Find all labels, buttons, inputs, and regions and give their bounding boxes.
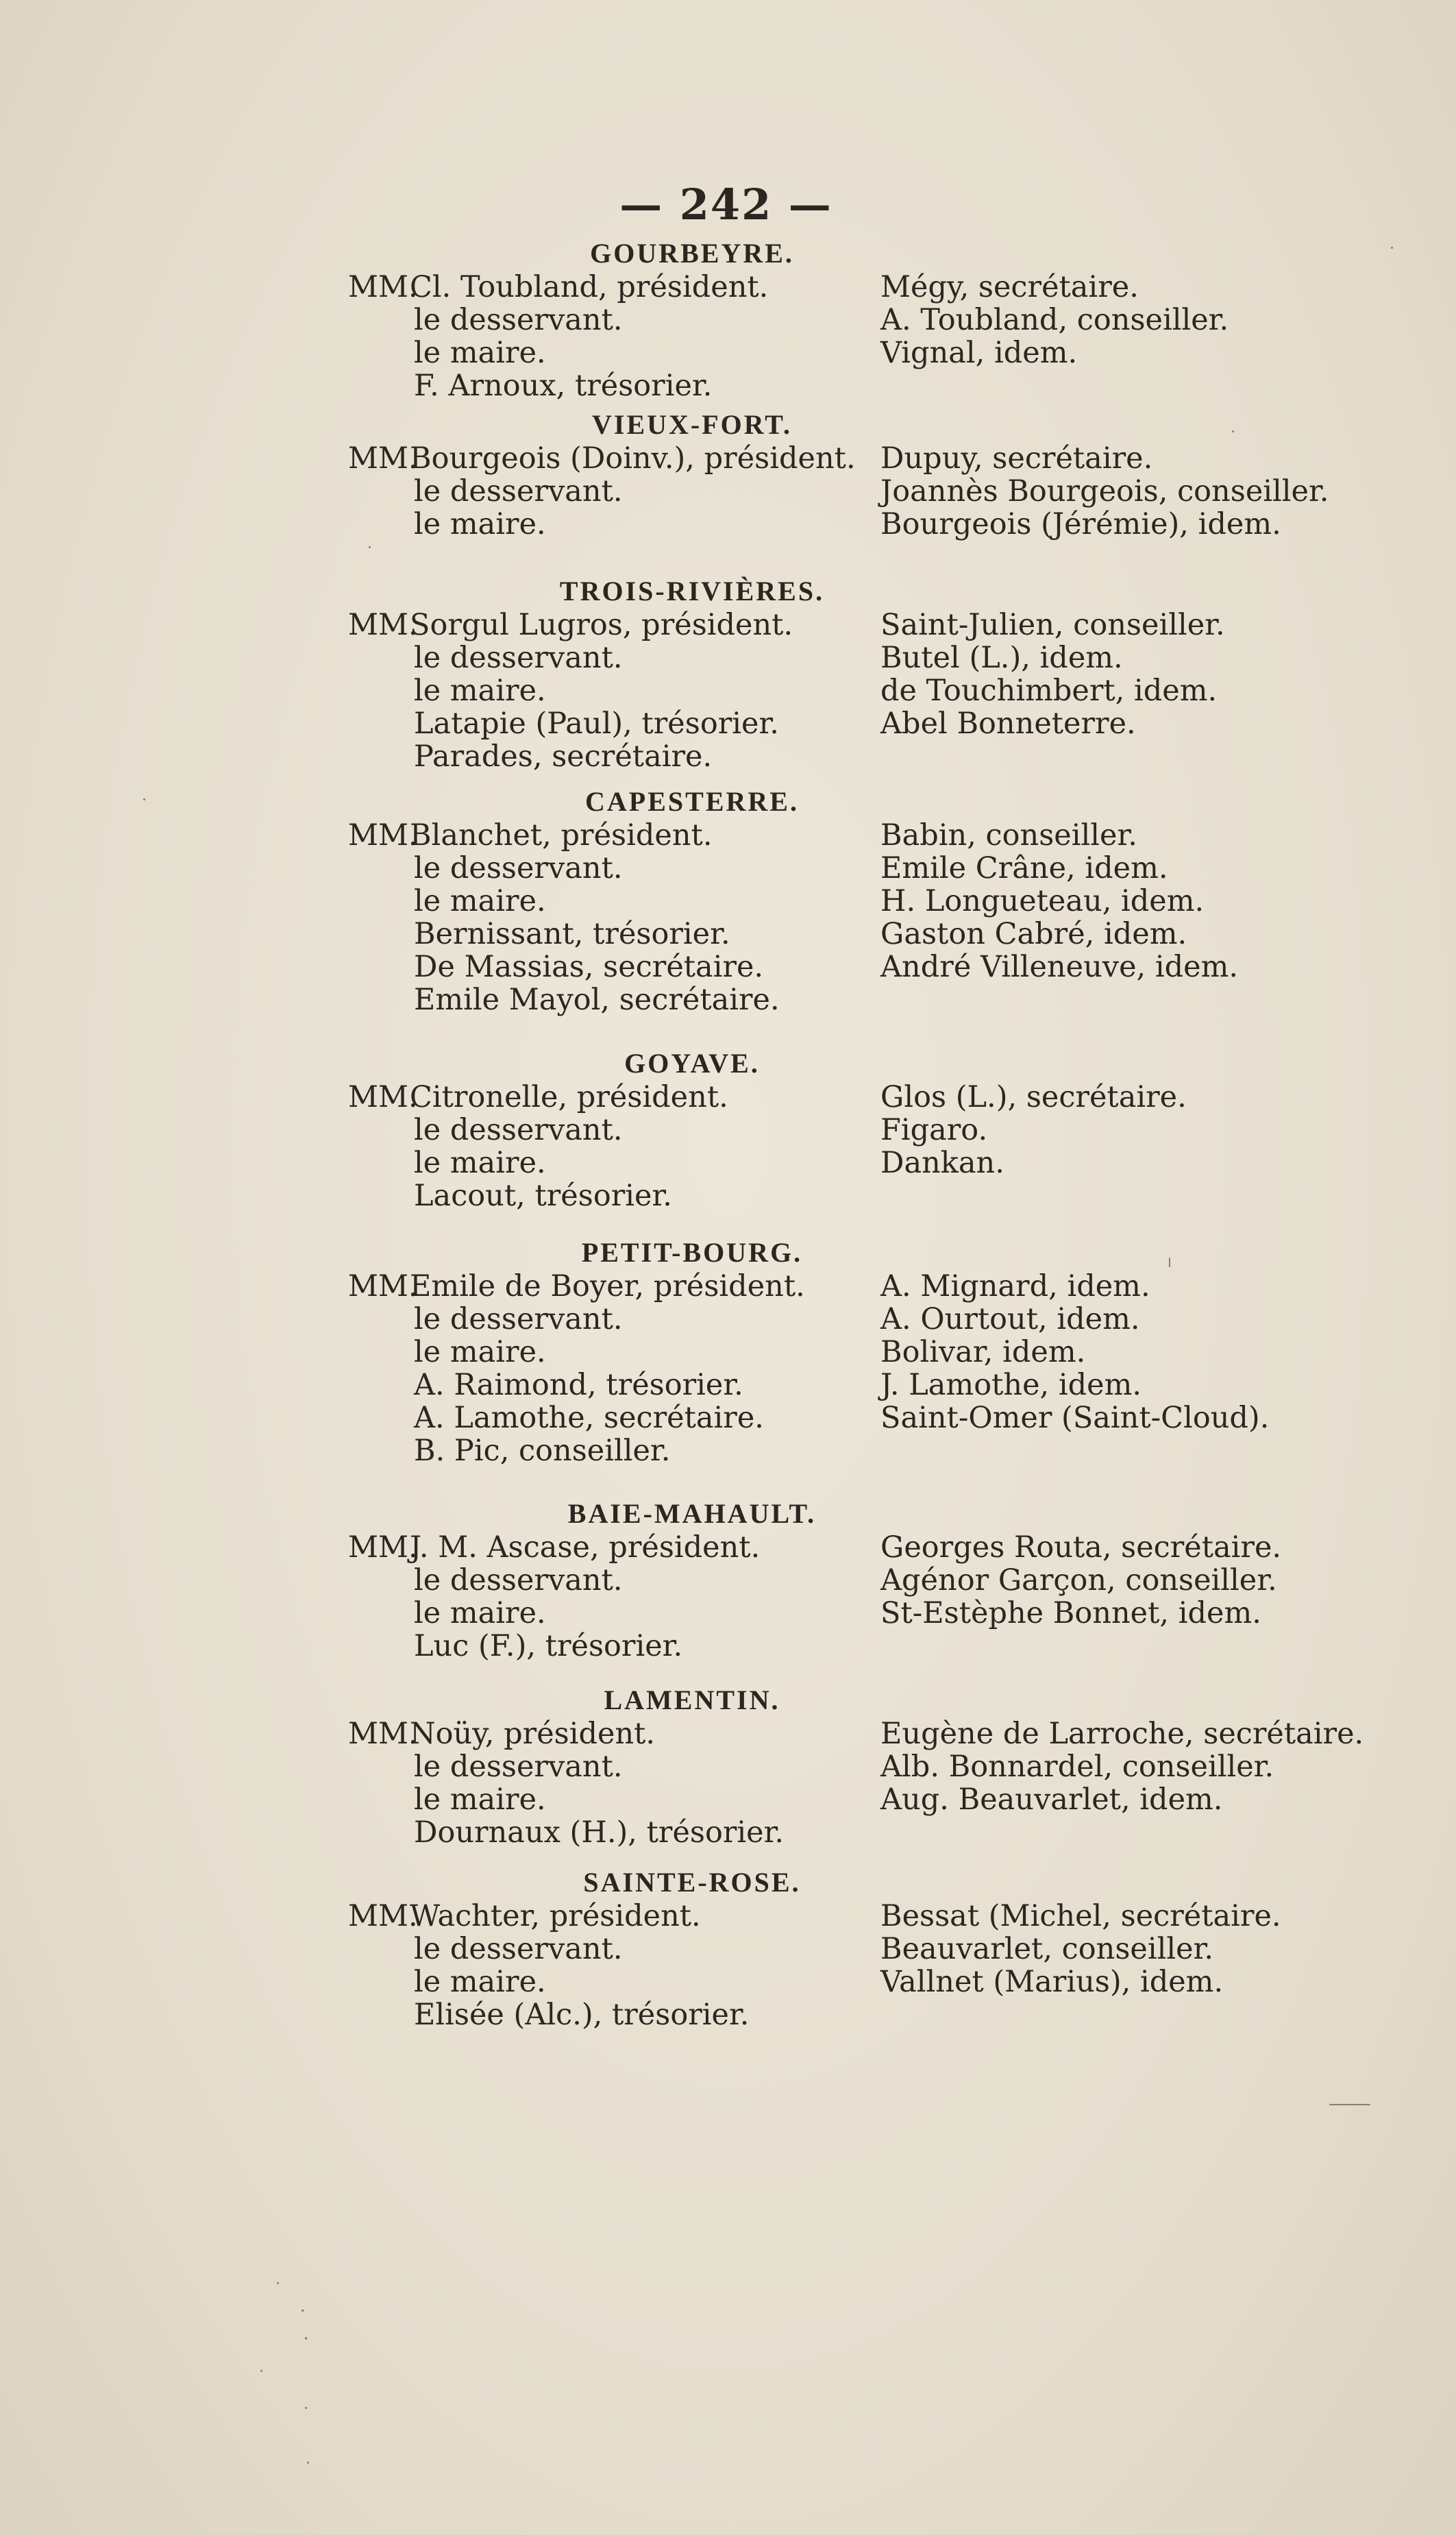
- commune-title: CAPESTERRE.: [585, 786, 799, 817]
- member-line: [348, 508, 869, 541]
- member-text: le maire.: [414, 336, 546, 370]
- member-line: [348, 641, 869, 674]
- member-line: [348, 304, 869, 336]
- honorific-prefix: MM.: [348, 1080, 418, 1114]
- left-column: [348, 609, 869, 773]
- member-line: Saint-Julien, conseiller.: [880, 608, 1225, 642]
- member-line: Alb. Bonnardel, conseiller.: [880, 1750, 1274, 1784]
- member-text: le desservant.: [414, 1563, 623, 1597]
- member-line: Vallnet (Marius), idem.: [880, 1965, 1224, 1999]
- honorific-prefix: MM.: [348, 1899, 418, 1933]
- right-column: [880, 1531, 1374, 1630]
- left-column: [348, 1531, 869, 1663]
- member-text: le desservant.: [414, 303, 623, 337]
- commune-title: GOYAVE.: [624, 1048, 760, 1079]
- member-text: Parades, secrétaire.: [414, 739, 713, 774]
- member-line: André Villeneuve, idem.: [880, 950, 1239, 984]
- right-column: [880, 271, 1374, 369]
- member-line: [348, 1783, 869, 1816]
- member-line: [348, 1114, 869, 1147]
- member-text: Elisée (Alc.), trésorier.: [414, 1998, 750, 2032]
- member-line: Vignal, idem.: [880, 336, 1078, 370]
- member-line: Aug. Beauvarlet, idem.: [880, 1783, 1223, 1817]
- member-text: le desservant.: [414, 1750, 623, 1784]
- member-text: Sorgul Lugros, président.: [410, 608, 793, 642]
- member-line: [348, 1717, 869, 1750]
- member-text: A. Lamothe, secrétaire.: [414, 1401, 764, 1435]
- member-line: Mégy, secrétaire.: [880, 270, 1139, 304]
- member-line: J. Lamothe, idem.: [880, 1368, 1142, 1402]
- member-text: le maire.: [414, 674, 546, 708]
- member-line: Glos (L.), secrétaire.: [880, 1080, 1187, 1114]
- member-text: Noüy, président.: [410, 1717, 656, 1751]
- member-text: le desservant.: [414, 641, 623, 675]
- member-line: Agénor Garçon, conseiller.: [880, 1563, 1277, 1597]
- member-line: St-Estèphe Bonnet, idem.: [880, 1596, 1261, 1630]
- member-line: Saint-Omer (Saint-Cloud).: [880, 1401, 1270, 1435]
- member-line: [348, 1933, 869, 1965]
- member-line: Emile Crâne, idem.: [880, 851, 1168, 885]
- commune-section: [348, 1046, 1187, 1213]
- member-text: le maire.: [414, 507, 546, 541]
- member-line: Eugène de Larroche, secrétaire.: [880, 1717, 1364, 1751]
- commune-title: VIEUX-FORT.: [592, 409, 792, 440]
- member-line: Abel Bonneterre.: [880, 707, 1136, 741]
- member-line: Joannès Bourgeois, conseiller.: [880, 474, 1329, 509]
- member-line: [348, 951, 869, 983]
- left-column: [348, 1081, 869, 1212]
- honorific-prefix: MM.: [348, 270, 418, 304]
- honorific-prefix: MM.: [348, 608, 418, 642]
- member-text: le desservant.: [414, 1113, 623, 1147]
- member-line: [348, 336, 869, 369]
- commune-title: PETIT-BOURG.: [581, 1237, 803, 1268]
- page-number: — 242 —: [619, 180, 832, 230]
- member-line: [348, 609, 869, 641]
- member-text: Emile de Boyer, président.: [410, 1269, 805, 1303]
- right-column: [880, 442, 1374, 541]
- commune-section: [348, 785, 1239, 1017]
- member-text: Bernissant, trésorier.: [414, 917, 730, 951]
- member-line: Gaston Cabré, idem.: [880, 917, 1187, 951]
- member-line: [348, 983, 869, 1016]
- member-line: [348, 674, 869, 707]
- commune-section: [348, 574, 1225, 774]
- member-line: [348, 1369, 869, 1401]
- member-line: H. Longueteau, idem.: [880, 884, 1205, 918]
- left-column: [348, 1717, 869, 1849]
- honorific-prefix: MM.: [348, 1269, 418, 1303]
- member-text: le desservant.: [414, 851, 623, 885]
- commune-title: TROIS-RIVIÈRES.: [559, 576, 825, 607]
- right-column: [880, 1717, 1374, 1816]
- member-line: [348, 1434, 869, 1467]
- honorific-prefix: MM.: [348, 441, 418, 476]
- left-column: [348, 442, 869, 541]
- member-line: [348, 1336, 869, 1369]
- left-column: [348, 1900, 869, 2031]
- member-text: A. Raimond, trésorier.: [414, 1368, 743, 1402]
- member-text: B. Pic, conseiller.: [414, 1434, 671, 1468]
- right-column: [880, 609, 1374, 740]
- commune-section: [348, 1236, 1270, 1468]
- commune-section: [348, 408, 1329, 541]
- member-text: Blanchet, président.: [410, 818, 713, 853]
- commune-section: [348, 236, 1229, 403]
- member-text: Lacout, trésorier.: [414, 1179, 672, 1213]
- member-line: Butel (L.), idem.: [880, 641, 1123, 675]
- member-line: [348, 707, 869, 740]
- member-text: Emile Mayol, secrétaire.: [414, 983, 780, 1017]
- member-line: [348, 1564, 869, 1597]
- right-column: [880, 819, 1374, 983]
- member-text: Luc (F.), trésorier.: [414, 1629, 683, 1663]
- member-line: Bessat (Michel, secrétaire.: [880, 1899, 1281, 1933]
- commune-section: [348, 1865, 1281, 2032]
- member-text: le maire.: [414, 1335, 546, 1369]
- member-line: [348, 271, 869, 304]
- member-text: Dournaux (H.), trésorier.: [414, 1815, 785, 1850]
- member-line: A. Mignard, idem.: [880, 1269, 1150, 1303]
- member-text: le desservant.: [414, 1932, 623, 1966]
- commune-title: SAINTE-ROSE.: [583, 1867, 801, 1898]
- honorific-prefix: MM.: [348, 1530, 418, 1565]
- member-text: Latapie (Paul), trésorier.: [414, 707, 779, 741]
- commune-section: [348, 1683, 1364, 1850]
- member-line: Dupuy, secrétaire.: [880, 441, 1153, 476]
- member-line: [348, 1147, 869, 1179]
- member-text: le maire.: [414, 1783, 546, 1817]
- member-line: Bolivar, idem.: [880, 1335, 1086, 1369]
- member-line: [348, 369, 869, 402]
- member-text: Cl. Toubland, président.: [410, 270, 769, 304]
- member-line: Babin, conseiller.: [880, 818, 1137, 853]
- member-line: [348, 885, 869, 918]
- member-line: [348, 819, 869, 852]
- member-text: J. M. Ascase, président.: [410, 1530, 761, 1565]
- member-line: [348, 918, 869, 951]
- member-text: Wachter, président.: [410, 1899, 701, 1933]
- member-text: le maire.: [414, 884, 546, 918]
- member-text: le maire.: [414, 1596, 546, 1630]
- honorific-prefix: MM.: [348, 1717, 418, 1751]
- member-line: [348, 1998, 869, 2031]
- member-text: De Massias, secrétaire.: [414, 950, 764, 984]
- member-text: Citronelle, président.: [410, 1080, 728, 1114]
- member-line: Beauvarlet, conseiller.: [880, 1932, 1214, 1966]
- member-text: Bourgeois (Doinv.), président.: [410, 441, 856, 476]
- member-line: [348, 1179, 869, 1212]
- member-line: [348, 1965, 869, 1998]
- member-line: Georges Routa, secrétaire.: [880, 1530, 1282, 1565]
- member-line: [348, 1630, 869, 1663]
- member-text: le maire.: [414, 1965, 546, 1999]
- member-line: Figaro.: [880, 1113, 988, 1147]
- right-column: [880, 1900, 1374, 1998]
- member-line: [348, 442, 869, 475]
- member-text: le maire.: [414, 1146, 546, 1180]
- left-column: [348, 819, 869, 1016]
- member-line: [348, 1597, 869, 1630]
- member-line: [348, 1531, 869, 1564]
- member-line: [348, 1750, 869, 1783]
- left-column: [348, 271, 869, 402]
- left-column: [348, 1270, 869, 1467]
- member-line: [348, 1303, 869, 1336]
- member-line: [348, 475, 869, 508]
- member-line: [348, 1081, 869, 1114]
- member-line: [348, 740, 869, 773]
- member-line: [348, 1816, 869, 1849]
- commune-title: BAIE-MAHAULT.: [567, 1498, 817, 1529]
- commune-title: GOURBEYRE.: [590, 238, 794, 269]
- member-line: Bourgeois (Jérémie), idem.: [880, 507, 1281, 541]
- member-line: Dankan.: [880, 1146, 1004, 1180]
- member-line: A. Toubland, conseiller.: [880, 303, 1229, 337]
- member-text: le desservant.: [414, 474, 623, 509]
- commune-title: LAMENTIN.: [604, 1685, 780, 1715]
- member-line: [348, 1401, 869, 1434]
- right-column: [880, 1270, 1374, 1434]
- member-line: A. Ourtout, idem.: [880, 1302, 1140, 1336]
- member-line: [348, 852, 869, 885]
- member-line: [348, 1900, 869, 1933]
- member-line: [348, 1270, 869, 1303]
- right-column: [880, 1081, 1374, 1179]
- member-line: de Touchimbert, idem.: [880, 674, 1218, 708]
- member-text: F. Arnoux, trésorier.: [414, 369, 713, 403]
- member-text: le desservant.: [414, 1302, 623, 1336]
- commune-section: [348, 1497, 1282, 1663]
- honorific-prefix: MM.: [348, 818, 418, 853]
